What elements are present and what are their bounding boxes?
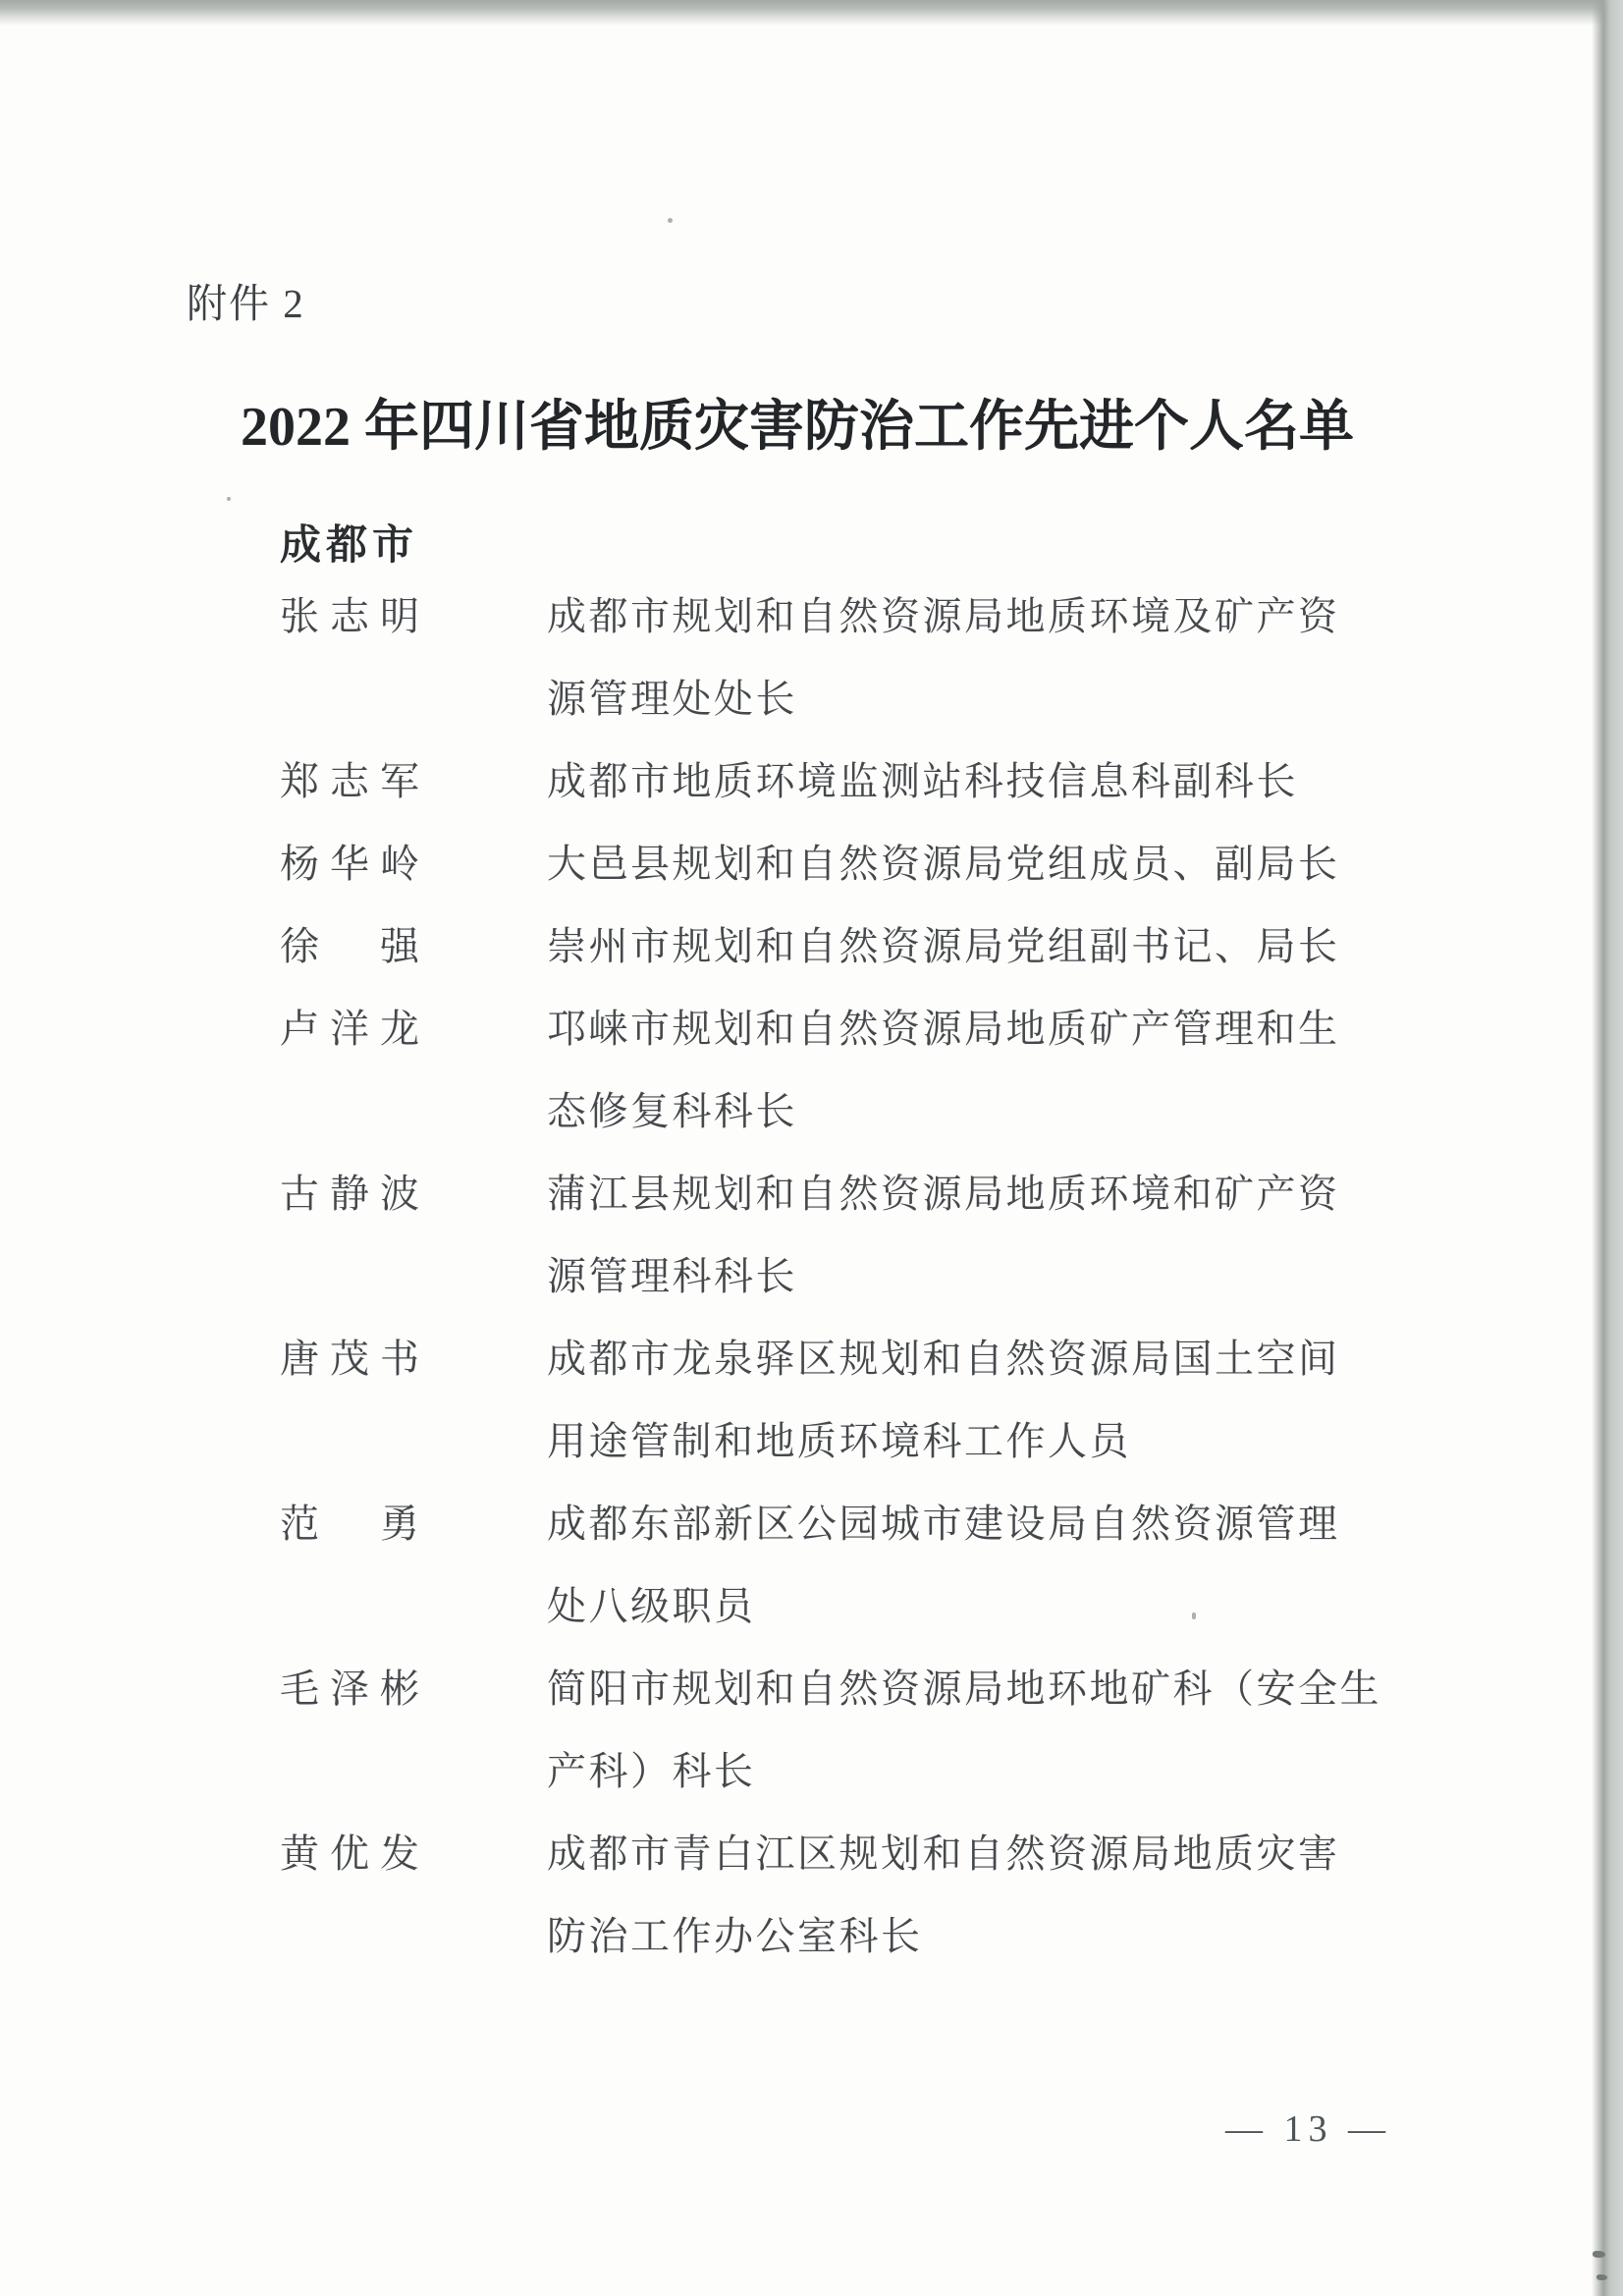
section-heading-chengdu: 成都市 bbox=[280, 521, 419, 568]
person-name: 古静波 bbox=[280, 1172, 430, 1216]
position-line: 简阳市规划和自然资源局地环地矿科（安全生 bbox=[547, 1667, 1381, 1711]
person-name: 黄优发 bbox=[280, 1831, 430, 1876]
position-line: 源管理处处长 bbox=[547, 677, 797, 721]
person-name: 郑志军 bbox=[280, 759, 430, 803]
scan-edge-right bbox=[1592, 0, 1623, 2296]
award-list bbox=[280, 575, 1381, 1978]
position-line: 大邑县规划和自然资源局党组成员、副局长 bbox=[547, 842, 1340, 886]
person-name: 唐茂书 bbox=[280, 1337, 430, 1381]
position-line: 蒲江县规划和自然资源局地质环境和矿产资 bbox=[547, 1172, 1340, 1216]
person-name: 卢洋龙 bbox=[280, 1007, 430, 1051]
position-line: 源管理科科长 bbox=[547, 1254, 797, 1298]
list-item bbox=[280, 988, 1370, 1153]
list-item bbox=[280, 1648, 1381, 1813]
position-line: 处八级职员 bbox=[547, 1584, 756, 1628]
page-number: — 13 — bbox=[1225, 2108, 1391, 2150]
scan-smudge bbox=[1596, 2274, 1607, 2280]
list-item bbox=[280, 740, 1370, 823]
list-item bbox=[280, 823, 1370, 905]
position-line: 崇州市规划和自然资源局党组副书记、局长 bbox=[547, 924, 1340, 968]
list-item bbox=[280, 1318, 1370, 1483]
position-line: 态修复科科长 bbox=[547, 1089, 797, 1133]
position-line: 成都市龙泉驿区规划和自然资源局国土空间 bbox=[547, 1337, 1340, 1381]
position-line: 成都市青白江区规划和自然资源局地质灾害 bbox=[547, 1831, 1340, 1876]
person-position bbox=[547, 988, 1370, 1153]
person-name: 张志明 bbox=[280, 594, 430, 638]
scan-speck bbox=[227, 497, 231, 501]
list-item bbox=[280, 1153, 1370, 1318]
person-position bbox=[547, 1813, 1370, 1978]
attachment-label: 附件 2 bbox=[187, 281, 305, 326]
person-position bbox=[547, 823, 1370, 905]
person-name: 徐 强 bbox=[280, 924, 430, 968]
list-item bbox=[280, 1483, 1370, 1648]
page-title: 2022 年四川省地质灾害防治工作先进个人名单 bbox=[241, 397, 1354, 458]
position-line: 产科）科长 bbox=[547, 1749, 756, 1793]
person-position bbox=[547, 1153, 1370, 1318]
person-position bbox=[547, 1648, 1381, 1813]
position-line: 邛崃市规划和自然资源局地质矿产管理和生 bbox=[547, 1007, 1340, 1051]
person-name: 范 勇 bbox=[280, 1502, 430, 1546]
scan-speck bbox=[668, 218, 673, 223]
person-position bbox=[547, 575, 1370, 740]
position-line: 成都市地质环境监测站科技信息科副科长 bbox=[547, 759, 1298, 803]
person-position bbox=[547, 740, 1370, 823]
list-item bbox=[280, 1813, 1370, 1978]
position-line: 防治工作办公室科长 bbox=[547, 1914, 923, 1958]
list-item bbox=[280, 905, 1370, 988]
person-position bbox=[547, 1483, 1370, 1648]
person-position bbox=[547, 1318, 1370, 1483]
position-line: 成都东部新区公园城市建设局自然资源管理 bbox=[547, 1502, 1340, 1546]
list-item bbox=[280, 575, 1370, 740]
person-name: 毛泽彬 bbox=[280, 1667, 430, 1711]
scan-edge-top bbox=[0, 0, 1623, 26]
person-name: 杨华岭 bbox=[280, 842, 430, 886]
person-position bbox=[547, 905, 1370, 988]
position-line: 成都市规划和自然资源局地质环境及矿产资 bbox=[547, 594, 1340, 638]
scan-smudge bbox=[1593, 2251, 1605, 2258]
position-line: 用途管制和地质环境科工作人员 bbox=[547, 1419, 1131, 1463]
